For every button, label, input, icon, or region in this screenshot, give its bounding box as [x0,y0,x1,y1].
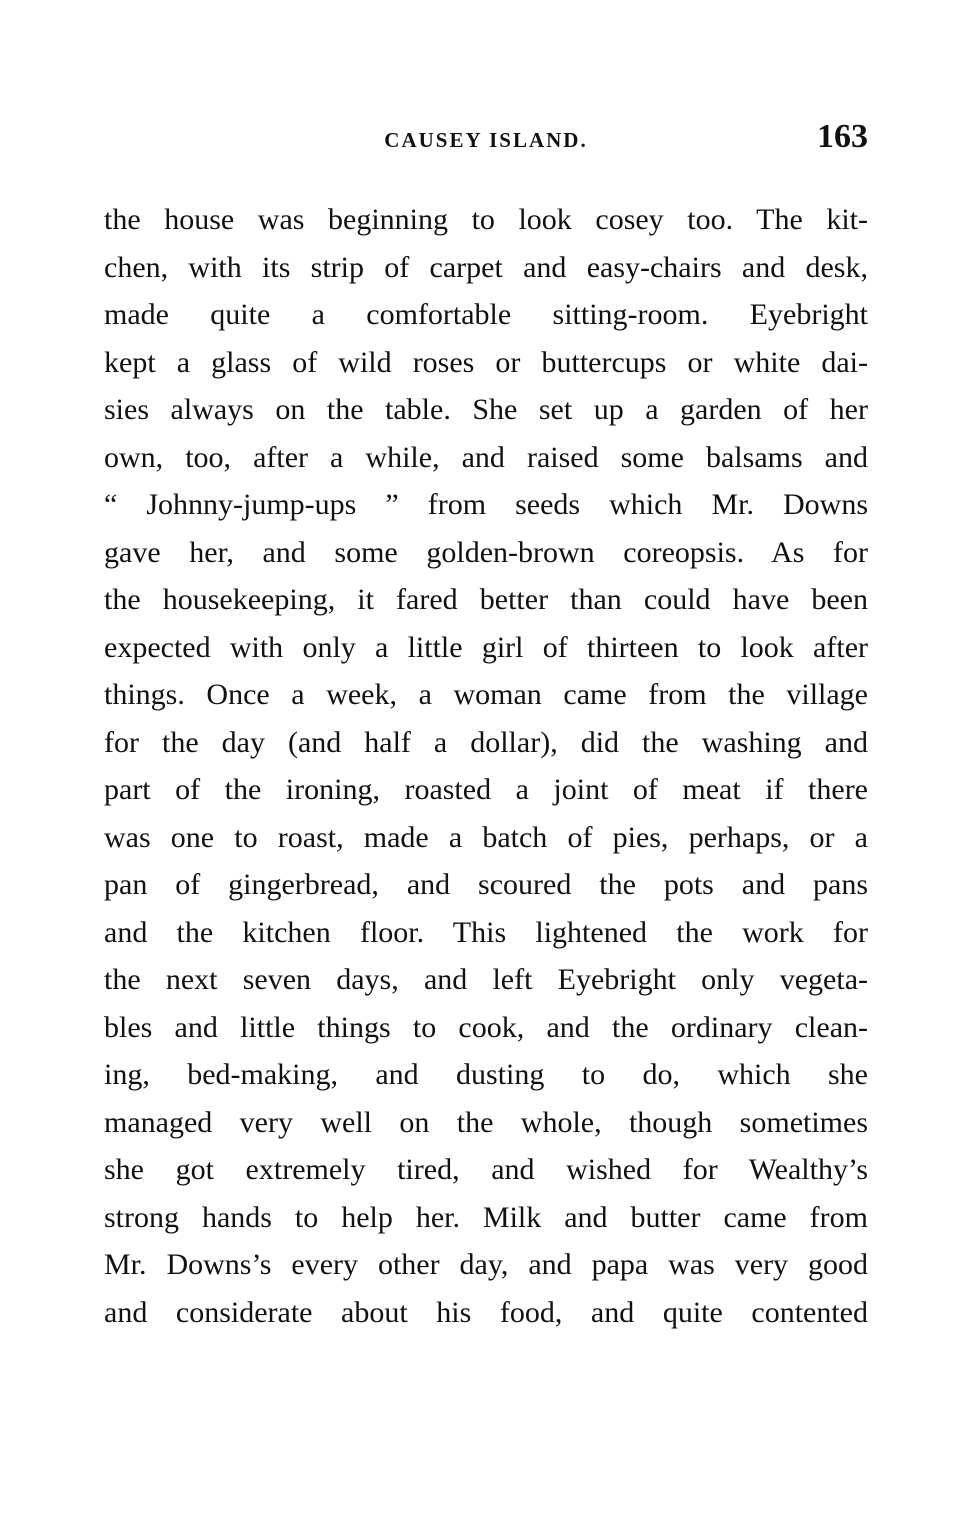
text-line: sies always on the table. She set up a garden of her [104,393,868,426]
text-line: the housekeeping, it fared better than could have been [104,583,868,616]
text-line: and considerate about his food, and quite contented [104,1295,868,1329]
text-line: was one to roast, made a batch of pies, perhaps, or a [104,820,868,854]
text-line: she got extremely tired, and wished for Wealthy’s [104,1153,868,1186]
body-text [104,196,868,1336]
running-title: CAUSEY ISLAND. [384,128,588,152]
text-line: kept a glass of wild roses or buttercups or white dai- [104,345,868,379]
text-line: the house was beginning to look cosey too. The kit- [104,203,868,236]
text-line: made quite a comfortable sitting-room. Eyebright [104,298,868,331]
text-line: things. Once a week, a woman came from the village [104,678,868,711]
text-line: managed very well on the whole, though sometimes [104,1105,868,1139]
text-line: part of the ironing, roasted a joint of meat if there [104,773,868,806]
text-line: expected with only a little girl of thirteen to look after [104,630,868,664]
text-line: pan of gingerbread, and scoured the pots and pans [104,868,868,901]
text-line: own, too, after a while, and raised some balsams and [104,440,868,474]
running-head [104,118,868,158]
text-line: “ Johnny-jump-ups ” from seeds which Mr. Downs [104,488,868,521]
text-line: the next seven days, and left Eyebright only vegeta- [104,963,868,996]
page-number: 163 [817,118,868,155]
text-line: for the day (and half a dollar), did the washing and [104,725,868,759]
text-line: gave her, and some golden-brown coreopsis. As for [104,535,868,569]
text-line: chen, with its strip of carpet and easy-chairs and desk, [104,250,868,284]
text-line: and the kitchen floor. This lightened the work for [104,915,868,949]
text-line: bles and little things to cook, and the ordinary clean- [104,1010,868,1044]
text-line: ing, bed-making, and dusting to do, which she [104,1058,868,1091]
text-line: Mr. Downs’s every other day, and papa was very good [104,1248,868,1281]
text-line: strong hands to help her. Milk and butter came from [104,1200,868,1234]
